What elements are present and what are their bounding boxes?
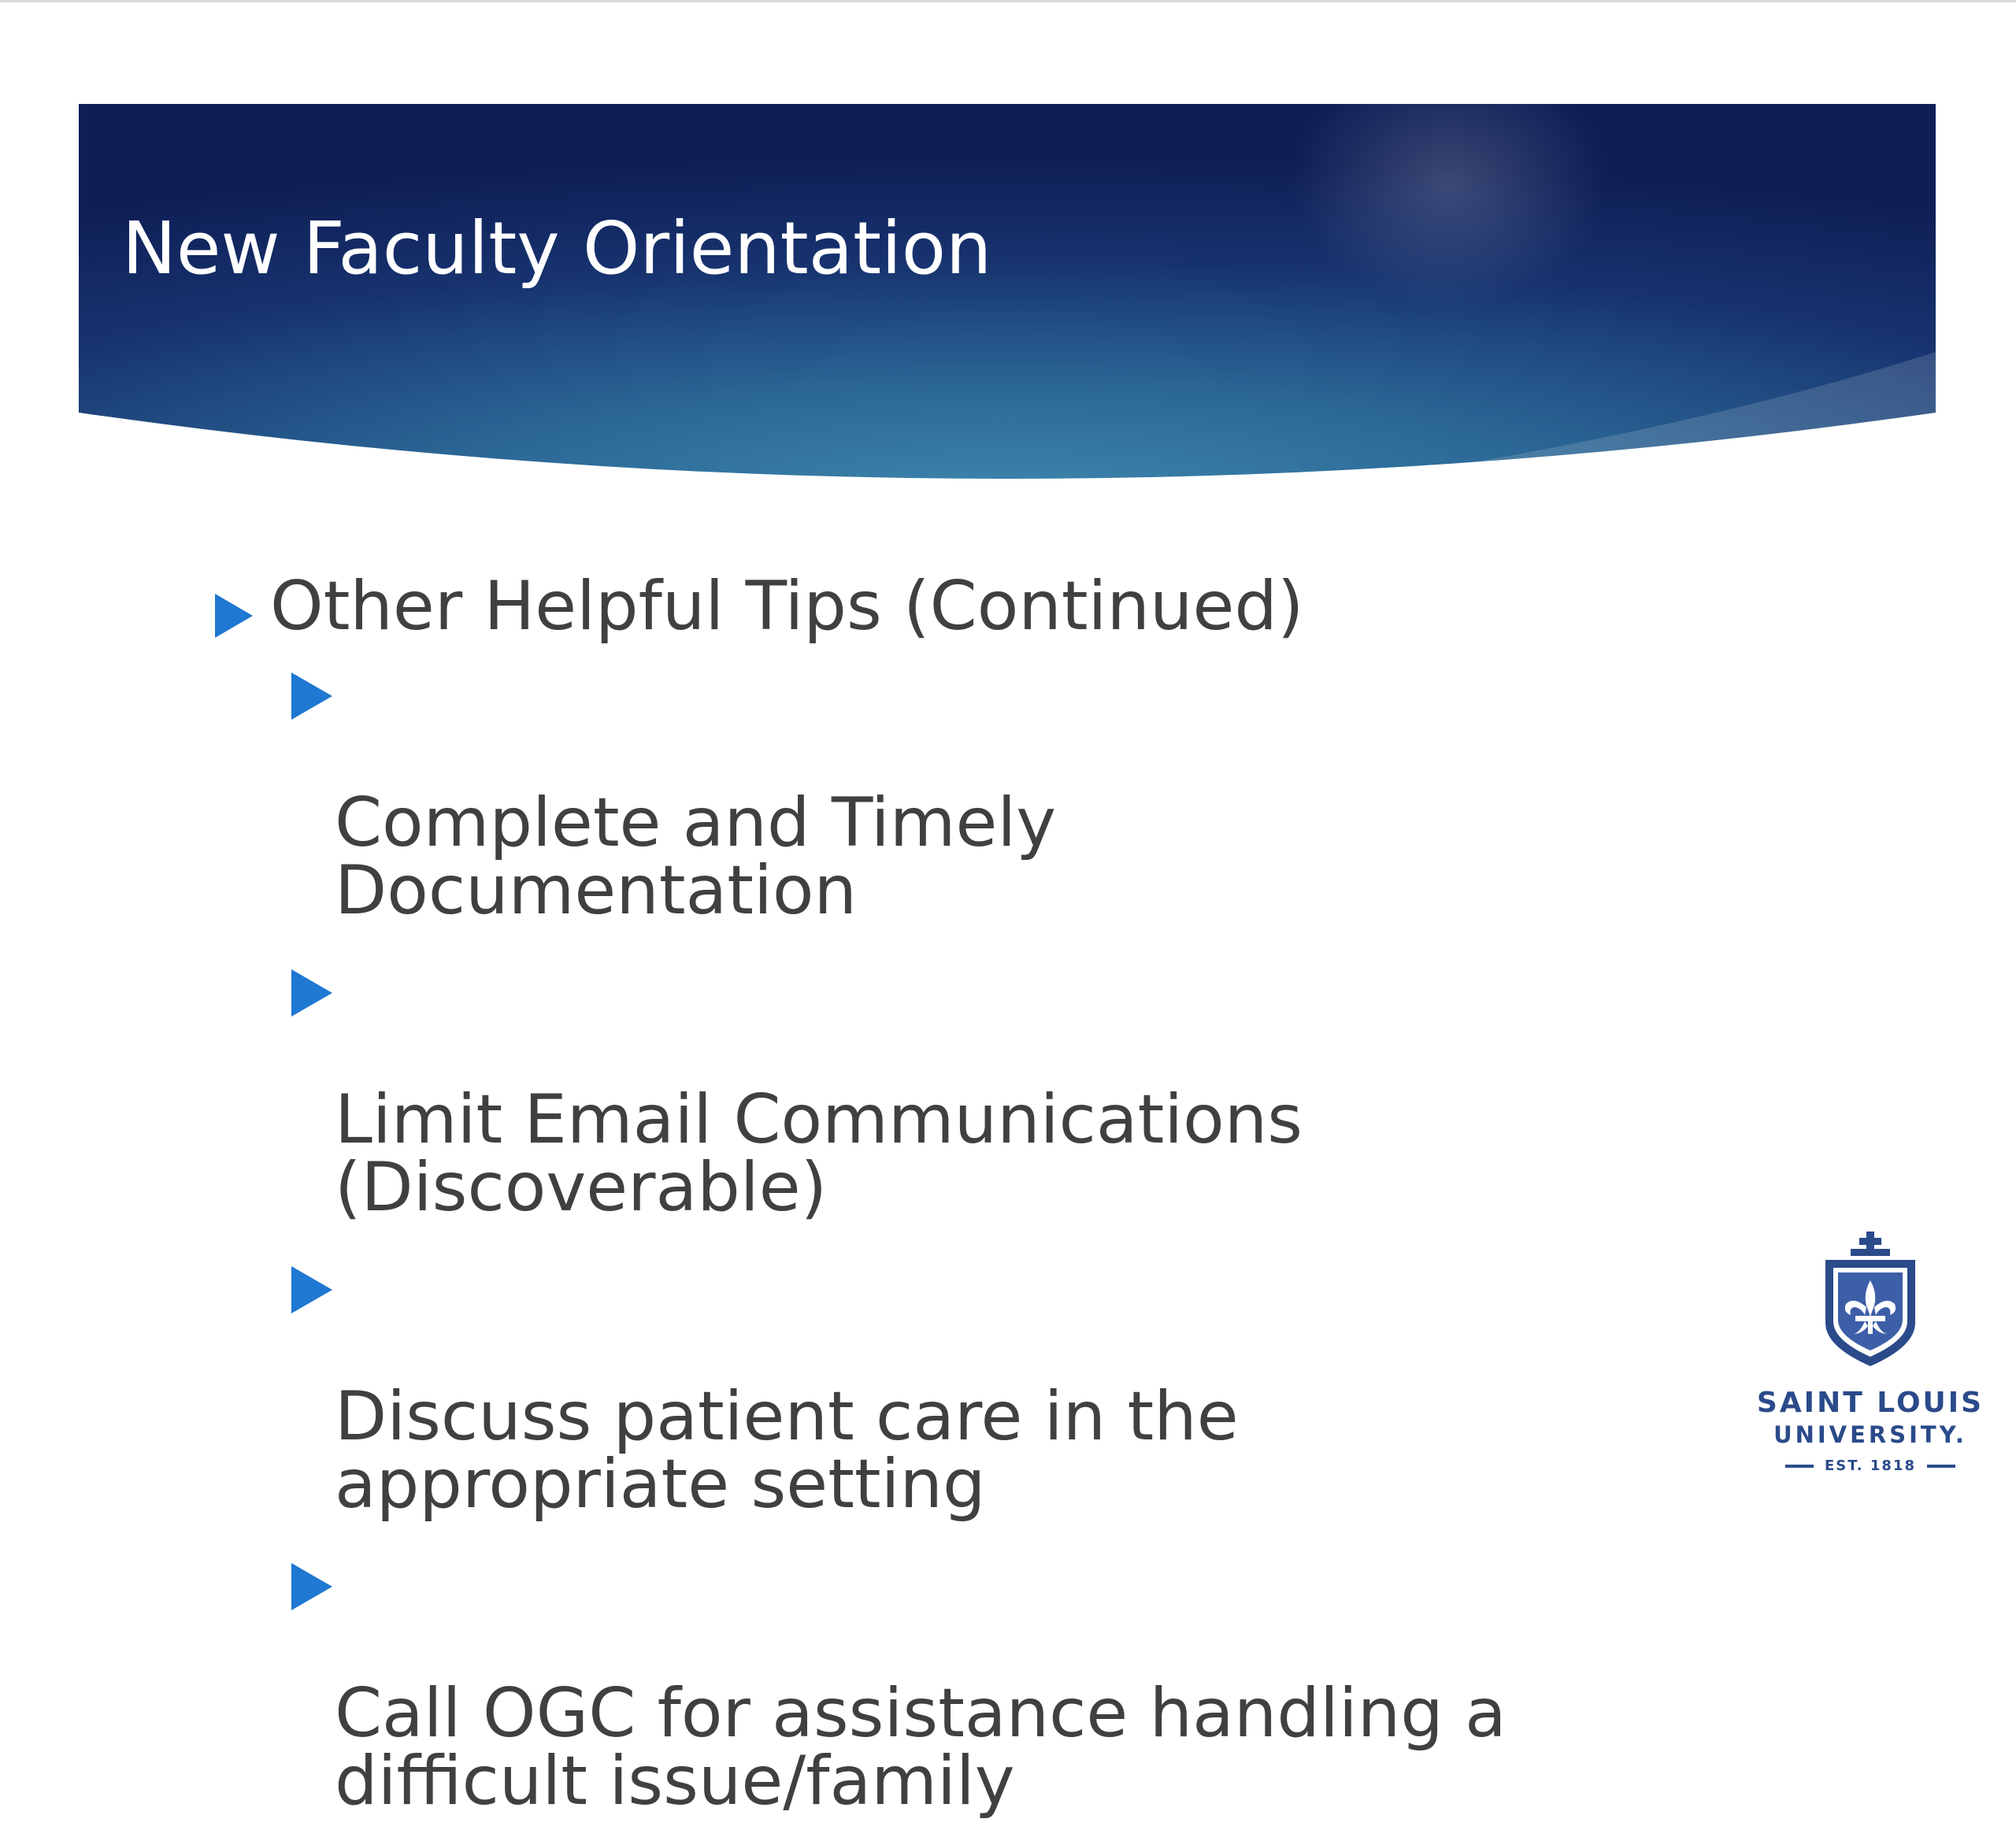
sub-bullet — [287, 654, 1784, 930]
logo-established-text: EST. 1818 — [1824, 1458, 1916, 1474]
sub-bullet — [287, 1247, 1784, 1524]
sub-bullet — [287, 950, 1784, 1227]
right-triangle-icon — [215, 594, 253, 638]
right-triangle-icon — [291, 672, 332, 720]
top-rule — [0, 0, 2016, 2]
right-triangle-icon — [291, 969, 332, 1017]
heading-bullet-text: Other Helpful Tips (Continued) — [270, 567, 1304, 646]
slide-title: New Faculty Orientation — [122, 206, 992, 291]
logo-wordmark-line1: SAINT LOUIS — [1756, 1387, 1984, 1419]
sub-bullet-text: Limit Email Communications (Discoverable) — [335, 1080, 1303, 1227]
right-triangle-icon — [291, 1266, 332, 1313]
sub-bullet-text: Complete and Timely Documentation — [335, 783, 1057, 930]
logo-established — [1752, 1450, 1988, 1482]
fleur-de-lis-shield-icon — [1819, 1228, 1922, 1370]
slide-content — [209, 567, 1784, 1841]
sub-bullet — [287, 1544, 1784, 1821]
logo-wordmark-line2: UNIVERSITY. — [1773, 1421, 1967, 1448]
right-triangle-icon — [291, 1563, 332, 1610]
title-banner — [79, 104, 1936, 499]
sub-bullet-text: Discuss patient care in the appropriate setting — [335, 1377, 1239, 1524]
heading-bullet — [209, 567, 1784, 646]
sub-bullet-list — [209, 654, 1784, 1821]
university-logo — [1752, 1228, 1988, 1496]
sub-bullet-text: Call OGC for assistance handling a difficult issue/family — [335, 1674, 1506, 1821]
